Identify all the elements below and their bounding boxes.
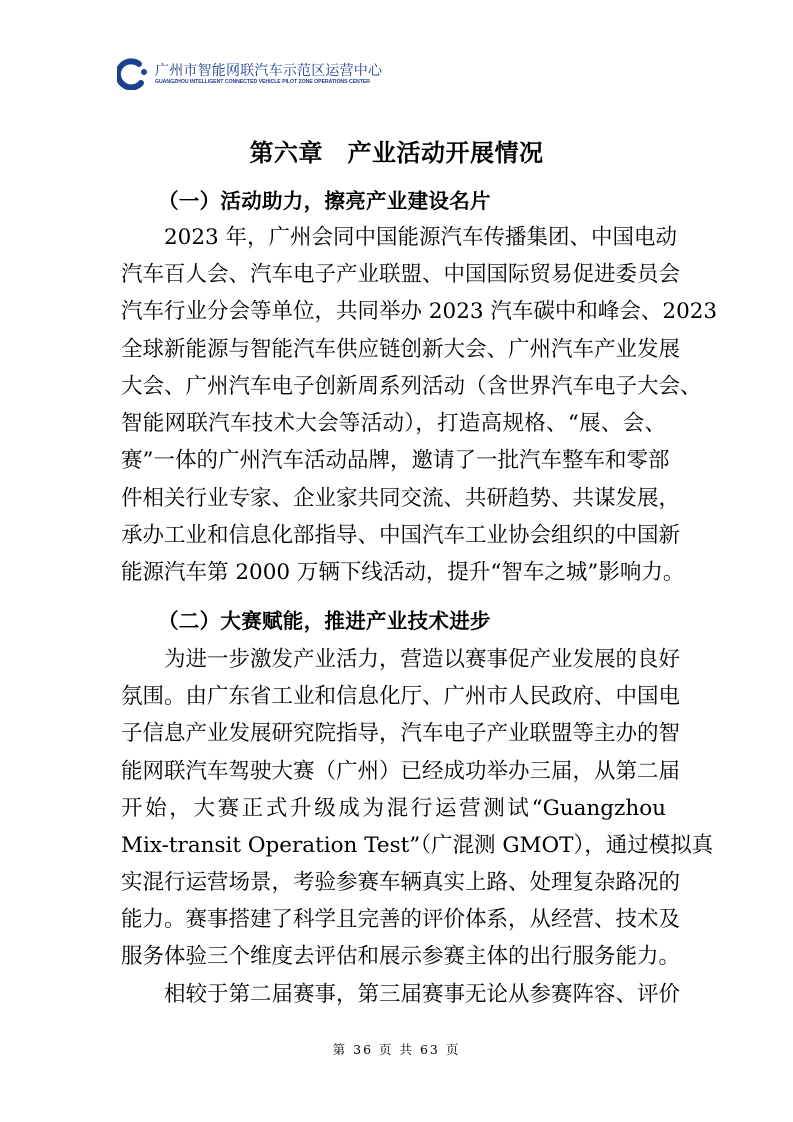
section-heading-2: （二）大赛赋能，推进产业技术进步 bbox=[158, 609, 491, 633]
paragraph-line: 氛围。由广东省工业和信息化厅、广州市人民政府、中国电 bbox=[121, 684, 681, 709]
paragraph-line: 服务体验三个维度去评估和展示参赛主体的出行服务能力。 bbox=[121, 944, 681, 969]
paragraph-line: 能网联汽车驾驶大赛（广州）已经成功举办三届，从第二届 bbox=[121, 759, 681, 784]
header-logo bbox=[117, 58, 382, 90]
paragraph-line: 能源汽车第 2000 万辆下线活动，提升“智车之城”影响力。 bbox=[121, 560, 685, 585]
paragraph-line: 承办工业和信息化部指导、中国汽车工业协会组织的中国新 bbox=[121, 523, 681, 548]
paragraph-line: 能力。赛事搭建了科学且完善的评价体系，从经营、技术及 bbox=[121, 907, 681, 932]
paragraph-line: Mix-transit Operation Test”（广混测 GMOT），通过模拟真 bbox=[121, 833, 714, 858]
paragraph-line: 汽车百人会、汽车电子产业联盟、中国国际贸易促进委员会 bbox=[121, 262, 681, 287]
paragraph-line: 开始，大赛正式升级成为混行运营测试“Guangzhou bbox=[121, 796, 666, 821]
chapter-title: 第六章 产业活动开展情况 bbox=[249, 139, 544, 167]
paragraph-line: 为进一步激发产业活力，营造以赛事促产业发展的良好 bbox=[164, 647, 681, 672]
section-heading-1: （一）活动助力，擦亮产业建设名片 bbox=[158, 189, 491, 213]
page-number: 第 36 页 共 63 页 bbox=[332, 1042, 461, 1057]
paragraph-line: 相较于第二届赛事，第三届赛事无论从参赛阵容、评价 bbox=[164, 982, 681, 1007]
logo-icon bbox=[117, 58, 151, 90]
paragraph-line: 全球新能源与智能汽车供应链创新大会、广州汽车产业发展 bbox=[121, 337, 681, 362]
paragraph-line: 2023 年，广州会同中国能源汽车传播集团、中国电动 bbox=[164, 225, 678, 250]
paragraph-line: 汽车行业分会等单位，共同举办 2023 汽车碳中和峰会、2023 bbox=[121, 299, 718, 324]
paragraph-line: 赛”一体的广州汽车活动品牌，邀请了一批汽车整车和零部 bbox=[121, 448, 670, 473]
paragraph-line: 实混行运营场景，考验参赛车辆真实上路、处理复杂路况的 bbox=[121, 870, 681, 895]
paragraph-line: 智能网联汽车技术大会等活动），打造高规格、“展、会、 bbox=[121, 411, 666, 436]
logo-english-name: GUANGZHOU INTELLIGENT CONNECTED VEHICLE PILOT ZONE OPERATIONS CENTER bbox=[155, 78, 370, 85]
paragraph-line: 大会、广州汽车电子创新周系列活动（含世界汽车电子大会、 bbox=[121, 374, 702, 399]
paragraph-line: 件相关行业专家、企业家共同交流、共研趋势、共谋发展， bbox=[121, 486, 681, 511]
paragraph-line: 子信息产业发展研究院指导，汽车电子产业联盟等主办的智 bbox=[121, 721, 681, 746]
logo-chinese-name: 广州市智能网联汽车示范区运营中心 bbox=[155, 62, 383, 79]
